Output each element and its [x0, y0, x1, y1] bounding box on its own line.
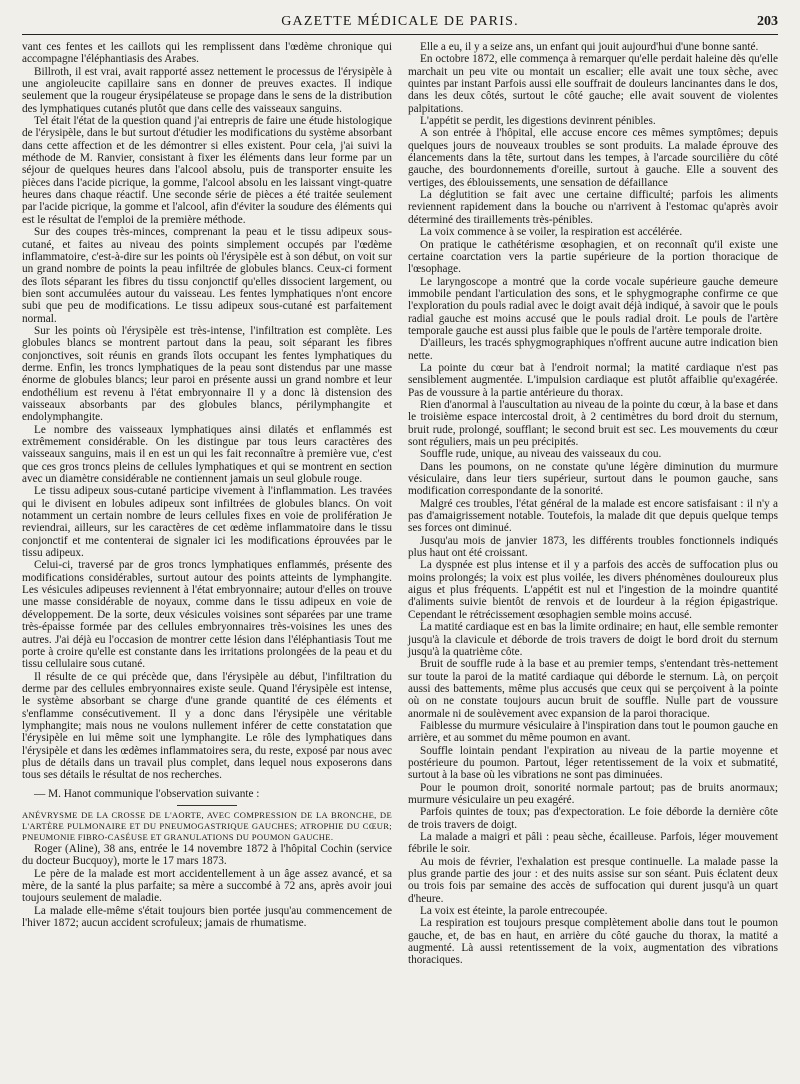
paragraph: Bruit de souffle rude à la base et au premier temps, s'entendant très-nettement sur toute la paroi de la matité cardiaque qui déborde le sternum. Là, on perçoit aussi des battements, même plus accusés que ceux qui se perçoivent à la pointe où on ne constate toujours aucun bruit de souffle. Nulle part de voussure anormale ni de soulèvement avec expansion de la paroi thoracique. — [408, 658, 778, 720]
paragraph: Celui-ci, traversé par de gros troncs lymphatiques enflammés, présente des modifications considérables, surtout autour des points atteints de lymphangite. Les vésicules adipeuses reviennent à l'état embryonnaire; autour d'elles on trouve une masse considérable de noyaux, comme dans le tissu adipeux en voie de développement. De la sorte, deux vésicules voisines sont séparées par une trame très-épaisse formée par des cellules embryonnaires très-voisines les unes des autres. J'ai déjà eu l'occasion de montrer cette lésion dans l'éléphantiasis Tout me porte à croire qu'elle est constante dans les irritations prolongées de la peau et du tissu cellulaire sous cutané. — [22, 559, 392, 671]
paragraph: Rien d'anormal à l'auscultation au niveau de la pointe du cœur, à la base et dans le troisième espace intercostal droit, à 2 centimètres du bord droit du sternum, bruit rude, prolongé, soufflant; le second bruit est sec. Les mouvements du cœur sont réguliers, mais un peu précipités. — [408, 398, 778, 448]
paragraph: Tel était l'état de la question quand j'ai entrepris de faire une étude histologique de l'érysipèle, dans le but surtout d'étudier les modifications du système absorbant dans cette affection et de les démontrer si elles existent. Pour cela, j'ai suivi la méthode de M. Ranvier, consistant à fixer les éléments dans leur forme par un séjour de quelques heures dans l'alcool absolu, puis de transporter ensuite les pièces dans l'acide picrique, la gomme, l'alcool absolu en les laissant vingt-quatre heures dans chaque réactif. Une seconde série de pièces a été traitée seulement par l'acide picrique, la gomme et l'alcool, afin d'éviter la soudure des éléments qui est le résultat de l'emploi de la première méthode. — [22, 115, 392, 226]
page-number: 203 — [757, 14, 778, 29]
paragraph: Jusqu'au mois de janvier 1873, les différents troubles fonctionnels indiqués plus haut ont été croissant. — [408, 534, 778, 560]
paragraph: Sur les points où l'érysipèle est très-intense, l'infiltration est complète. Les globules blancs se montrent partout dans la peau, soit séparant les fibres conjonctives, soit réunis en grands îlots occupant les fentes lymphatiques du derme. Enfin, les troncs lymphatiques de la peau sont distendus par une masse énorme de globules blancs; leur paroi en présente aussi un grand nombre et leur endothélium est revenu à l'état embryonnaire Il y a donc là distension des vaisseaux absorbants par des globules blancs, périlymphangite et endolymphangite. — [22, 324, 392, 424]
paragraph: Souffle rude, unique, au niveau des vaisseaux du cou. — [420, 448, 662, 461]
paragraph: La voix est éteinte, la parole entrecoupée. — [420, 905, 608, 918]
paragraph: La dyspnée est plus intense et il y a parfois des accès de suffocation plus ou moins prolongés; la voix est plus voilée, les divers phénomènes douloureux plus aigus et plus fréquents. L'appétit est nul et l'ingestion de la moindre quantité d'aliments suivie bientôt de renvois et de lourdeur à la région épigastrique. Cependant le rétrécissement œsophagien semble moins accusé. — [408, 559, 778, 621]
paragraph: Le laryngoscope a montré que la corde vocale supérieure gauche demeure immobile pendant l'articulation des sons, et le sphygmographe confirme ce que l'exploration du pouls radial avec le doigt avait déjà indiqué, à savoir que le pouls radial gauche est moins accusé que le pouls radial droit. Le pouls de l'artère temporale gauche est aussi plus faible que le pouls de l'artère temporale droite. — [408, 275, 778, 337]
paragraph: Elle a eu, il y a seize ans, un enfant qui jouit aujourd'hui d'une bonne santé. — [420, 41, 759, 53]
paragraph: La malade elle-même s'était toujours bien portée jusqu'au commencement de l'hiver 1872; aucun accident scrofuleux; jamais de rhumatisme. — [22, 904, 392, 930]
paragraph: Dans les poumons, on ne constate qu'une légère diminution du murmure vésiculaire, dans leur tiers supérieur, surtout dans le poumon gauche, sans modification correspondante de la sonorité. — [408, 460, 778, 498]
paragraph: La pointe du cœur bat à l'endroit normal; la matité cardiaque n'est pas sensiblement augmentée. L'impulsion cardiaque est plutôt affaiblie qu'exagérée. Pas de voussure à la partie antérieure du thorax. — [408, 361, 778, 399]
paragraph: Le tissu adipeux sous-cutané participe vivement à l'inflammation. Les travées qui le divisent en lobules adipeux sont infiltrées de globules blancs. On voit notamment un certain nombre de leurs cellules fixes en voie de prolifération Je reviendrai, ailleurs, sur les caractères de cet œdème inflammatoire dans le tissu conjonctif et me contenterai de signaler ici les modifications éprouvées par le tissu adipeux. — [22, 485, 392, 560]
paragraph: Le père de la malade est mort accidentellement à un âge assez avancé, et sa mère, de la santé la plus parfaite; sa mère a succombé à 72 ans, après avoir joui toujours seulement de maladie. — [22, 867, 392, 905]
paragraph: Il résulte de ce qui précède que, dans l'érysipèle au début, l'infiltration du derme par des cellules embryonnaires existe seule. Quand l'érysipèle est intense, le système absorbant se charge d'une grande quantité de ces éléments et s'enflamme consécutivement. Il y a donc dans l'érysipèle une véritable lymphangite; mais nous ne voulons nullement inférer de cette constatation que l'érysipèle en lui même soit une lymphangite. Le rôle des lymphatiques dans l'érysipèle et dans les œdèmes inflammatoires sera, du reste, exposé par nous avec plus de détails dans un travail plus complet, dans lequel nous exposerons dans tous ses détails le résultat de nos recherches. — [22, 670, 392, 782]
right-column — [408, 41, 778, 1079]
paragraph: Sur des coupes très-minces, comprenant la peau et le tissu adipeux sous-cutané, et faites au niveau des points simplement occupés par l'œdème inflammatoire, c'est-à-dire sur les points où l'érysipèle est à son début, on voit sur un grand nombre de points la peau infiltrée de globules blancs. Ceux-ci forment des îlots séparant les fibres du tissu conjonctif qu'elles dissocient largement, ou bien sont accumulées autour du vaisseau. Les fentes lymphatiques n'ont encore subi que peu de modifications. Le tissu adipeux sous-cutané est parfaitement normal. — [22, 226, 392, 325]
paragraph: L'appétit se perdit, les digestions devinrent pénibles. — [420, 115, 656, 128]
paragraph: La malade a maigri et pâli : peau sèche, écailleuse. Parfois, léger mouvement fébrile le soir. — [408, 831, 778, 856]
paragraph: Au mois de février, l'exhalation est presque continuelle. La malade passe la plus grande partie des jour : et des nuits assise sur son séant. Puis éclatent deux ou trois fois par semaine des accès de suffocation qui durent jusqu'à un quart d'heure. — [408, 855, 778, 905]
paragraph: Souffle lointain pendant l'expiration au niveau de la partie moyenne et postérieure du poumon. Partout, léger retentissement de la voix et submatité, surtout à la base où les vibrations ne sont pas diminuées. — [408, 744, 778, 782]
paragraph: La déglutition se fait avec une certaine difficulté; parfois les aliments reviennent rapidement dans la bouche ou n'arrivent à l'estomac qu'après avoir déterminé des tiraillements très-pénibles. — [408, 189, 778, 226]
paragraph: vant ces fentes et les caillots qui les remplissent dans l'œdème chronique qui accompagne l'éléphantiasis des Arabes. — [22, 41, 392, 66]
paragraph: Parfois quintes de toux; pas d'expectoration. Le foie déborde la dernière côte de trois travers de doigt. — [408, 806, 778, 831]
paragraph: Faiblesse du murmure vésiculaire à l'inspiration dans tout le poumon gauche en arrière, et au sommet du même poumon en avant. — [408, 719, 778, 745]
text-columns — [22, 41, 778, 1079]
paragraph: Billroth, il est vrai, avait rapporté assez nettement le processus de l'érysipèle à une angioleucite capillaire sans en donner de preuves exactes. Il indique seulement que la rougeur érysipélateuse se propage dans le sens de la distribution des lymphatiques cutanés plutôt que dans celle des vaisseaux sanguins. — [22, 65, 392, 115]
paragraph: La matité cardiaque est en bas la limite ordinaire; en haut, elle semble remonter jusqu'à la clavicule et déborde de trois travers de doigt le bord droit du sternum jusqu'à la quatrième côte. — [408, 621, 778, 658]
divider — [177, 805, 237, 806]
paragraph: D'ailleurs, les tracés sphygmographiques n'offrent aucune autre indication bien nette. — [408, 337, 778, 362]
left-column — [22, 41, 392, 1079]
paragraph: Roger (Aline), 38 ans, entrée le 14 novembre 1872 à l'hôpital Cochin (service du docteur Bucquoy), morte le 17 mars 1873. — [22, 842, 392, 868]
paragraph: Malgré ces troubles, l'état général de la malade est encore satisfaisant : il n'y a pas d'amaigrissement notable. Toutefois, la malade dit que depuis quelque temps ses forces ont diminué. — [408, 497, 778, 535]
page-header — [22, 10, 778, 35]
paragraph: En octobre 1872, elle commença à remarquer qu'elle perdait haleine dès qu'elle marchait un peu vite ou montait un escalier; elle avait une toux sèche, avec quintes par instant Parfois aussi elle souffrait de douleurs lancinantes dans le dos, dans les deux côtés, surtout le côté gauche; elle avait souvent de violentes palpitations. — [408, 53, 778, 115]
paragraph: A son entrée à l'hôpital, elle accuse encore ces mêmes symptômes; depuis quelques jours de nouveaux troubles se sont produits. La malade éprouve des élancements dans la tête, surtout dans les tempes, à l'arcade sourcilière du côté gauche, des bourdonnements d'oreille, surtout à gauche. Elle a souvent des vertiges, des éblouissements, une sensation de défaillance — [408, 127, 778, 189]
paragraph: La respiration est toujours presque complètement abolie dans tout le poumon gauche, et, de bas en haut, en arrière du côté gauche du thorax, la matité a augmenté. Là aussi retentissement de la voix, augmentation des vibrations thoraciques. — [408, 917, 778, 967]
observation-heading: ANÉVRYSME DE LA CROSSE DE L'AORTE, AVEC COMPRESSION DE LA BRONCHE, DE L'ARTÈRE PULMONAIRE ET DU PNEUMOGASTRIQUE GAUCHES; ATROPHIE DU CŒUR; PNEUMONIE FIBRO-CASÉUSE ET GRANULATIONS DU POUMON GAUCHE. — [22, 809, 392, 842]
paragraph: La voix commence à se voiler, la respiration est accélérée. — [420, 226, 683, 239]
paragraph: Pour le poumon droit, sonorité normale partout; pas de bruits anormaux; murmure vésiculaire un peu exagéré. — [408, 781, 778, 806]
journal-title: GAZETTE MÉDICALE DE PARIS. — [281, 14, 519, 29]
communication-intro: — M. Hanot communique l'observation suivante : — [34, 787, 260, 800]
paragraph: On pratique le cathétérisme œsophagien, et on reconnaît qu'il existe une certaine coarctation vers la partie supérieure de la portion thoracique de l'œsophage. — [408, 238, 778, 276]
paragraph: Le nombre des vaisseaux lymphatiques ainsi dilatés et enflammés est extrêmement considérable. On les distingue par tous leurs caractères des vaisseaux sanguins, mais il en est un qui les fait reconnaître à première vue, c'est que ces gros troncs pleins de cellules lymphatiques et qui se montrent en section avec un diamètre considérable ne contiennent jamais un seul globule rouge. — [22, 423, 392, 486]
